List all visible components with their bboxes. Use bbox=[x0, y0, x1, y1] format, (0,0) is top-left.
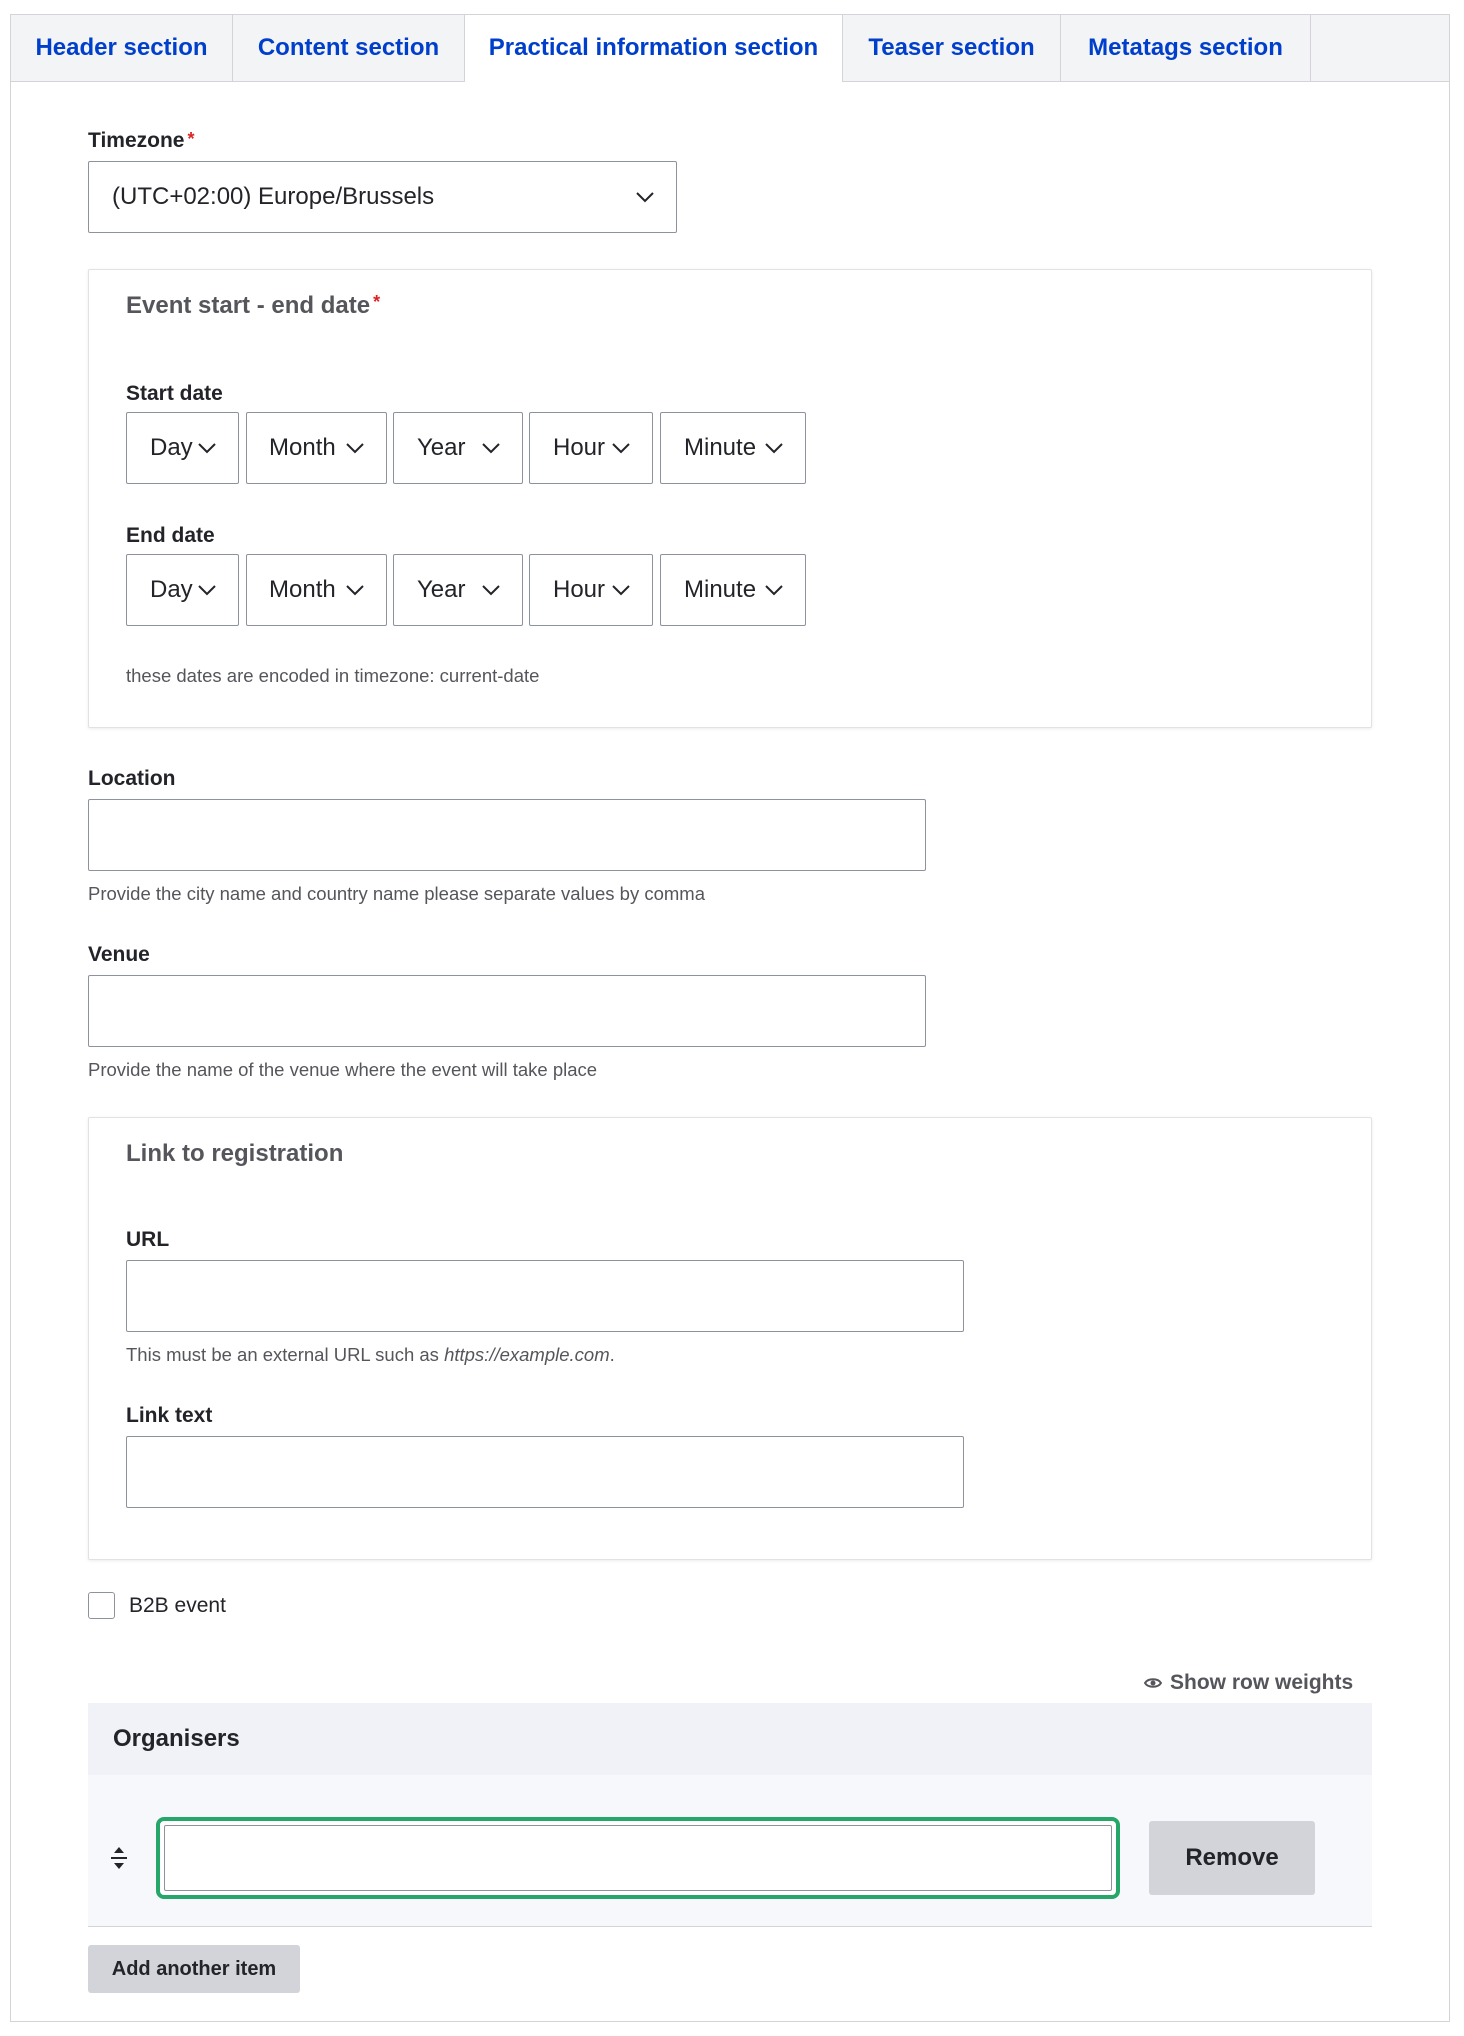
start-day-select[interactable] bbox=[126, 412, 239, 484]
url-description bbox=[126, 1344, 615, 1366]
url-description-suffix: . bbox=[609, 1344, 615, 1365]
organisers-header bbox=[88, 1703, 1372, 1775]
location-label: Location bbox=[88, 767, 176, 790]
organiser-input-field[interactable] bbox=[164, 1825, 1112, 1891]
tab-metatags-section[interactable]: Metatags section bbox=[1061, 15, 1311, 81]
start-minute-value: Minute bbox=[684, 434, 757, 461]
timezone-select-value: (UTC+02:00) Europe/Brussels bbox=[112, 183, 435, 210]
tab-header-section[interactable]: Header section bbox=[11, 15, 233, 81]
start-hour-select[interactable] bbox=[529, 412, 653, 484]
chevron-down-icon bbox=[765, 442, 783, 454]
organisers-title: Organisers bbox=[113, 1725, 240, 1752]
chevron-down-icon bbox=[198, 442, 216, 454]
chevron-down-icon bbox=[612, 584, 630, 596]
end-year-select[interactable] bbox=[393, 554, 523, 626]
timezone-select[interactable] bbox=[88, 161, 677, 233]
location-input[interactable] bbox=[88, 799, 926, 871]
chevron-down-icon bbox=[482, 584, 500, 596]
chevron-down-icon bbox=[198, 584, 216, 596]
chevron-down-icon bbox=[612, 442, 630, 454]
tab-content-section[interactable]: Content section bbox=[233, 15, 465, 81]
chevron-down-icon bbox=[765, 584, 783, 596]
url-description-example: https://example.com bbox=[444, 1344, 610, 1365]
timezone-label-text: Timezone bbox=[88, 129, 185, 152]
start-date-label: Start date bbox=[126, 382, 223, 405]
start-month-select[interactable] bbox=[246, 412, 387, 484]
start-day-value: Day bbox=[150, 434, 193, 461]
venue-label: Venue bbox=[88, 943, 150, 966]
venue-description: Provide the name of the venue where the event will take place bbox=[88, 1059, 598, 1080]
timezone-label bbox=[88, 129, 194, 153]
location-description: Provide the city name and country name please separate values by comma bbox=[88, 883, 705, 904]
required-marker: * bbox=[187, 129, 195, 149]
event-dates-description: these dates are encoded in timezone: current-date bbox=[126, 665, 540, 686]
link-text-label: Link text bbox=[126, 1404, 213, 1427]
show-row-weights-text: Show row weights bbox=[1170, 1671, 1354, 1694]
registration-legend: Link to registration bbox=[126, 1140, 344, 1167]
registration-fieldset bbox=[88, 1117, 1372, 1560]
end-day-value: Day bbox=[150, 576, 193, 603]
end-minute-select[interactable] bbox=[660, 554, 806, 626]
tab-practical-information-section[interactable]: Practical information section bbox=[465, 15, 843, 82]
eye-icon bbox=[1144, 1677, 1162, 1689]
b2b-event-label[interactable]: B2B event bbox=[129, 1594, 226, 1617]
url-input[interactable] bbox=[126, 1260, 964, 1332]
chevron-down-icon bbox=[346, 442, 364, 454]
organiser-input[interactable] bbox=[156, 1817, 1120, 1899]
start-month-value: Month bbox=[269, 434, 336, 461]
form-container bbox=[10, 14, 1450, 2022]
start-hour-value: Hour bbox=[553, 434, 606, 461]
end-minute-value: Minute bbox=[684, 576, 757, 603]
end-month-select[interactable] bbox=[246, 554, 387, 626]
chevron-down-icon bbox=[346, 584, 364, 596]
event-dates-legend-text: Event start - end date bbox=[126, 292, 371, 319]
end-month-value: Month bbox=[269, 576, 336, 603]
remove-button[interactable]: Remove bbox=[1149, 1821, 1315, 1895]
table-row bbox=[88, 1775, 1372, 1927]
chevron-down-icon bbox=[636, 191, 654, 203]
event-dates-legend bbox=[126, 292, 380, 320]
vertical-tabs bbox=[11, 15, 1449, 82]
end-date-label: End date bbox=[126, 524, 215, 547]
chevron-down-icon bbox=[482, 442, 500, 454]
url-description-prefix: This must be an external URL such as bbox=[126, 1344, 445, 1365]
add-another-item-button[interactable]: Add another item bbox=[88, 1945, 300, 1993]
b2b-event-checkbox[interactable] bbox=[88, 1592, 115, 1619]
tab-teaser-section[interactable]: Teaser section bbox=[843, 15, 1061, 81]
start-year-value: Year bbox=[417, 434, 466, 461]
link-text-input[interactable] bbox=[126, 1436, 964, 1508]
end-hour-select[interactable] bbox=[529, 554, 653, 626]
required-marker: * bbox=[373, 292, 381, 312]
venue-input[interactable] bbox=[88, 975, 926, 1047]
start-year-select[interactable] bbox=[393, 412, 523, 484]
event-dates-fieldset bbox=[88, 269, 1372, 728]
drag-handle-icon[interactable] bbox=[107, 1845, 131, 1871]
end-hour-value: Hour bbox=[553, 576, 606, 603]
start-minute-select[interactable] bbox=[660, 412, 806, 484]
end-year-value: Year bbox=[417, 576, 466, 603]
end-day-select[interactable] bbox=[126, 554, 239, 626]
show-row-weights-link[interactable] bbox=[1144, 1671, 1353, 1695]
url-label: URL bbox=[126, 1228, 170, 1251]
